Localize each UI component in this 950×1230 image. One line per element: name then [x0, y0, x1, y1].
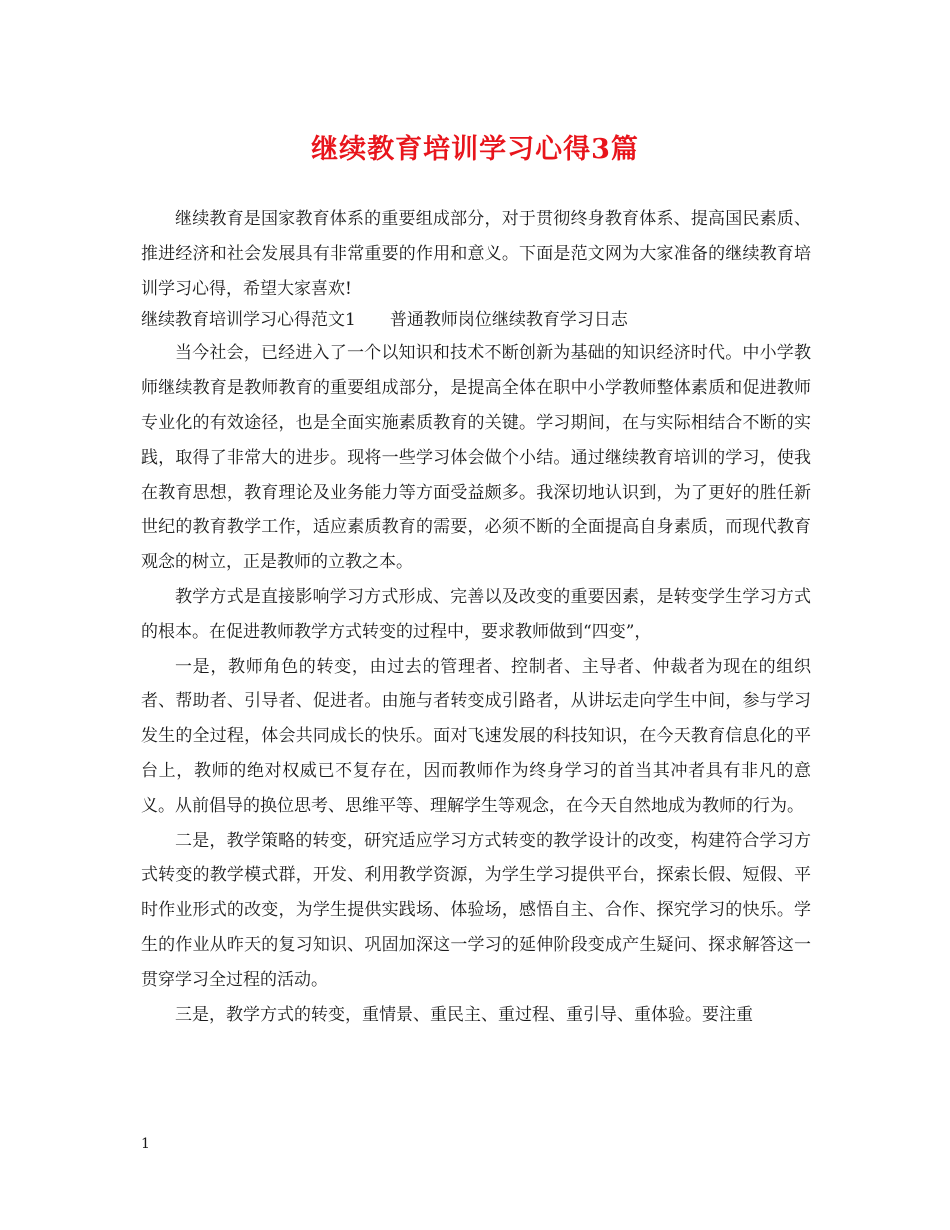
body-paragraph-2: 教学方式是直接影响学习方式形成、完善以及改变的重要因素，是转变学生学习方式的根本。在促进教师教学方式转变的过程中，要求教师做到“四变”， — [141, 586, 811, 642]
body-paragraph-1: 当今社会，已经进入了一个以知识和技术不断创新为基础的知识经济时代。中小学教师继续教育是教师教育的重要组成部分，是提高全体在职中小学教师整体素质和促进教师专业化的有效途径，也是全面实施素质教育的关键。学习期间，在与实际相结合不断的实践，取得了非常大的进步。现将一些学习体会做个小结。通过继续教育培训的学习，使我在教育思想，教育理论及业务能力等方面受益颇多。我深切地认识到，为了更好的胜任新世纪的教育教学工作，适应素质教育的需要，必须不断的全面提高自身素质，而现代教育观念的树立，正是教师的立教之本。 — [141, 343, 811, 573]
intro-paragraph: 继续教育是国家教育体系的重要组成部分，对于贯彻终身教育体系、提高国民素质、推进经济和社会发展具有非常重要的作用和意义。下面是范文网为大家准备的继续教育培训学习心得，希望大家喜欢! — [141, 209, 811, 299]
body-paragraph-4: 二是，教学策略的转变，研究适应学习方式转变的教学设计的改变，构建符合学习方式转变的教学模式群，开发、利用教学资源，为学生学习提供平台，探索长假、短假、平时作业形式的改变，为学生提供实践场、体验场，感悟自主、合作、探究学习的快乐。学生的作业从昨天的复习知识、巩固加深这一学习的延伸阶段变成产生疑问、探求解答这一贯穿学习全过程的活动。 — [141, 830, 811, 990]
page-number: 1 — [141, 1136, 150, 1152]
document-title: 继续教育培训学习心得3篇 — [311, 134, 639, 165]
body-paragraph-5: 三是，教学方式的转变，重情景、重民主、重过程、重引导、重体验。要注重 — [175, 1004, 753, 1025]
body-paragraph-3: 一是，教师角色的转变，由过去的管理者、控制者、主导者、仲裁者为现在的组织者、帮助者、引导者、促进者。由施与者转变成引路者，从讲坛走向学生中间，参与学习发生的全过程，体会共同成长的快乐。面对飞速发展的科技知识，在今天教育信息化的平台上，教师的绝对权威已不复存在，因而教师作为终身学习的首当其冲者具有非凡的意义。从前倡导的换位思考、思维平等、理解学生等观念，在今天自然地成为教师的行为。 — [141, 656, 811, 816]
section-heading: 继续教育培训学习心得范文1 普通教师岗位继续教育学习日志 — [141, 310, 628, 331]
document-body — [141, 202, 811, 1032]
